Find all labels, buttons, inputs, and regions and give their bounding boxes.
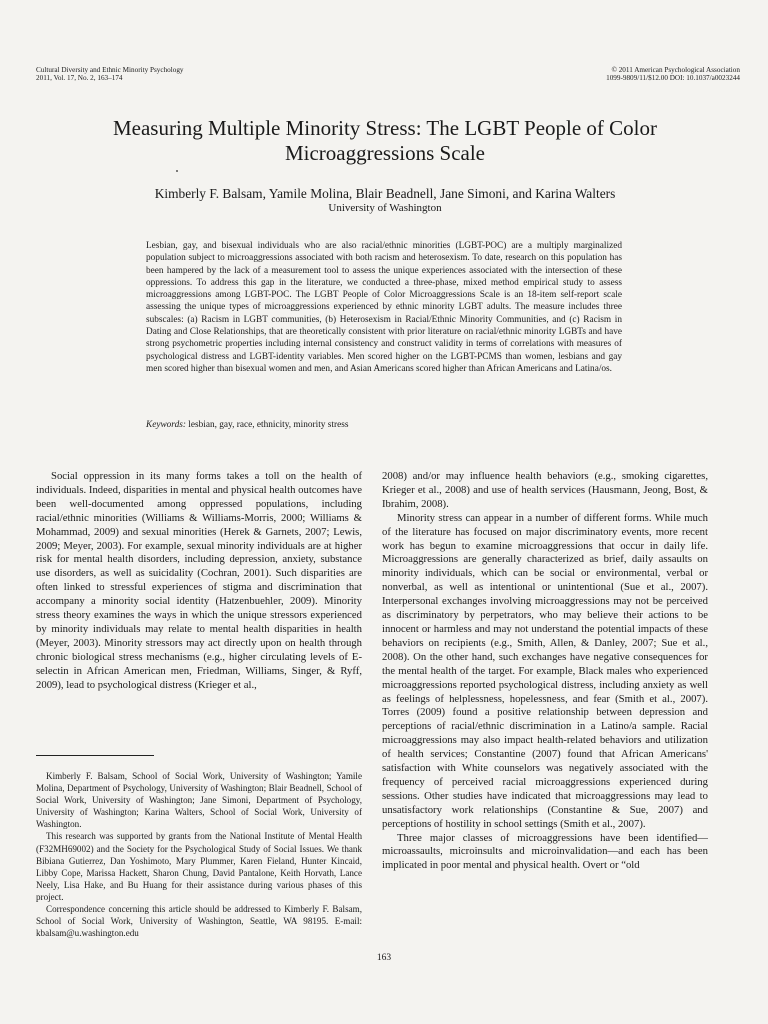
body-column-left: [36, 470, 362, 693]
running-header-left: [36, 66, 184, 83]
journal-name: Cultural Diversity and Ethnic Minority Psychology: [36, 66, 184, 74]
body-paragraph: Minority stress can appear in a number of different forms. While much of the literature has focused on major discriminatory events, more recent work has begun to examine microaggressions that occur in daily life. Microaggressions are generally characterized as brief, daily assaults on minority individuals, which can be social or environmental, verbal or nonverbal, as well as intentional or unintentional (Sue et al., 2007). Interpersonal exchanges involving microaggressions may not be perceived as discriminatory by perpetrators, who may believe their actions to be innocent or harmless and may not understand the potential impacts of these behaviors on recipients (e.g., Smith, Allen, & Danley, 2007; Sue et al., 2008). On the other hand, such exchanges have negative consequences for the mental health of the target. For example, Black males who experienced microaggressions reported psychological distress, including anxiety as well as feelings of helplessness, hopelessness, and fear (Smith et al., 2007). Torres (2009) found a positive relationship between depression and perceptions of racial/ethnic discrimination in a Latino/a sample. Racial microaggressions may also impact health-related behaviors and utilization of health services; Constantine (2007) found that African Americans' satisfaction with White counselors was negatively associated with the frequency of perceived racial microaggressions experienced during sessions. Other studies have indicated that microaggressions may lead to unsatisfactory work relationships (Constantine & Sue, 2007) and perceptions of hostility in school settings (Smith et al., 2007).: [382, 511, 708, 830]
body-paragraph: Three major classes of microaggressions have been identified—microassaults, microinsults and microinvalidation—and each has been implicated in poor mental and physical health. Overt or “old: [382, 831, 708, 872]
author-notes: [36, 770, 362, 939]
article-title: [60, 116, 710, 166]
doi-line: 1099-9809/11/$12.00 DOI: 10.1037/a0023244: [606, 74, 740, 83]
footnote-divider: [36, 755, 154, 756]
copyright-line: © 2011 American Psychological Association: [611, 66, 740, 74]
footnote-funding: This research was supported by grants from the National Institute of Mental Health (F32MH69002) and the Society for the Psychological Study of Social Issues. We thank Bibiana Gutierrez, Dan Yoshimoto, Mary Plummer, Karen Fieland, Hunter Kincaid, Libby Cope, Marissa Hackett, Sharon Chung, David Pantalone, Keith Horvath, Lance Neely, Lisa Hake, and Bu Huang for their assistance during various phases of this project.: [36, 831, 362, 902]
body-paragraph: 2008) and/or may influence health behaviors (e.g., smoking cigarettes, Krieger et al., 2008) and use of health services (Hausmann, Jeong, Bost, & Ibrahim, 2008).: [382, 470, 708, 510]
footnote-affiliations: Kimberly F. Balsam, School of Social Work, University of Washington; Yamile Molina, Department of Psychology, University of Washington; Blair Beadnell, School of Social Work, University of Washington; Jane Simoni, Department of Psychology, University of Washington; Karina Walters, School of Social Work, University of Washington.: [36, 771, 362, 830]
keywords-text: lesbian, gay, race, ethnicity, minority stress: [188, 420, 349, 430]
body-paragraph: Social oppression in its many forms takes a toll on the health of individuals. Indeed, disparities in mental and physical health outcomes have been well-documented among oppressed populations, including racial/ethnic minorities (Williams & Williams-Morris, 2000; Williams & Mohammad, 2009) and sexual minorities (Herek & Garnets, 2007; Lewis, 2009; Meyer, 2003). For example, sexual minority individuals are at higher risk for mental health disorders, including depression, anxiety, substance use disorders, as well as suicidality (Cochran, 2001). Such disparities are often linked to stressful experiences of stigma and discrimination that accompany a minority social identity (Hatzenbuehler, 2009). Minority stress theory examines the ways in which the unique stressors experienced by minority individuals may relate to mental health disparities in health (Meyer, 2003). Minority stressors may act directly upon on health through chronic biological stress mechanisms (e.g., higher circulating levels of E-selectin in African American men, Friedman, Williams, Singer, & Ryff, 2009), lead to psychological distress (Krieger et al.,: [36, 470, 362, 691]
author-list: Kimberly F. Balsam, Yamile Molina, Blair Beadnell, Jane Simoni, and Karina Walters: [154, 186, 616, 201]
journal-volume: 2011, Vol. 17, No. 2, 163–174: [36, 74, 123, 83]
title-line-2: Microaggressions Scale: [284, 141, 486, 165]
keywords: [146, 419, 622, 431]
title-line-1: Measuring Multiple Minority Stress: The LGBT People of Color: [112, 116, 658, 140]
page-number: 163: [376, 953, 392, 963]
author-affiliation: University of Washington: [328, 202, 442, 214]
abstract: Lesbian, gay, and bisexual individuals who are also racial/ethnic minorities (LGBT-POC) are a multiply marginalized population subject to microaggressions associated with both racism and heterosexism. To date, research on this population has been hampered by the lack of a measurement tool to assess the unique experiences associated with the intersection of these oppressions. To address this gap in the literature, we conducted a three-phase, mixed method empirical study to assess microaggressions among LGBT-POC. The LGBT People of Color Microaggressions Scale is an 18-item self-report scale assessing the unique types of microaggressions experienced by ethnic minority LGBT adults. The measure includes three subscales: (a) Racism in LGBT communities, (b) Heterosexism in Racial/Ethnic Minority Communities, and (c) Racism in Dating and Close Relationships, that are theoretically consistent with prior literature on racial/ethnic minority LGBTs and have strong psychometric properties including internal consistency and construct validity in terms of correlations with measures of psychological distress and LGBT-identity variables. Men scored higher on the LGBT-PCMS than women, lesbians and gay men scored higher than bisexual women and men, and Asian Americans scored higher than African Americans and Latina/os.: [146, 241, 622, 374]
keywords-label: Keywords:: [146, 420, 186, 430]
running-header-right: [606, 66, 740, 83]
footnote-correspondence: Correspondence concerning this article should be addressed to Kimberly F. Balsam, School of Social Work, University of Washington, Seattle, WA 98195. E-mail: kbalsam@u.washington.edu: [36, 904, 362, 939]
body-column-right: [382, 470, 708, 873]
scan-speck: [176, 170, 178, 172]
